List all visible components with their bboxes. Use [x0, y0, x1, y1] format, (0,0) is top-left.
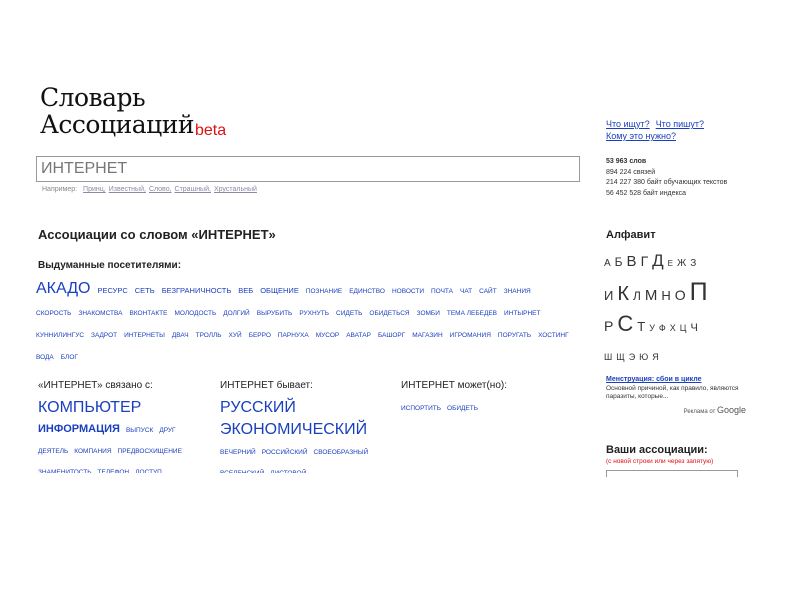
alphabet-letter[interactable]: У [649, 323, 655, 333]
verb-words [401, 397, 571, 418]
examples-label: Например: [42, 186, 78, 193]
association-word[interactable]: МАГАЗИН [412, 332, 443, 339]
association-word[interactable]: КОМПЬЮТЕР [38, 399, 142, 416]
association-word[interactable]: ВКОНТАКТЕ [129, 310, 168, 317]
alphabet-letter[interactable]: А [604, 258, 611, 269]
search-field[interactable] [36, 156, 580, 182]
association-word[interactable]: ЗОМБИ [416, 310, 440, 317]
your-associations-input[interactable] [606, 470, 738, 477]
alphabet-letter[interactable]: Э [628, 352, 636, 362]
adjective-words [220, 397, 390, 483]
stat-index-bytes: 56 452 528 байт индекса [606, 189, 687, 197]
alphabet-letter[interactable]: И [604, 288, 614, 303]
related-column [38, 380, 208, 482]
search-input[interactable] [37, 157, 579, 181]
association-cloud [36, 279, 576, 367]
association-word[interactable]: ИНФОРМАЦИЯ [38, 423, 120, 435]
related-title-word: «ИНТЕРНЕТ» [38, 380, 106, 391]
alphabet-letter[interactable]: Г [640, 253, 649, 269]
stat-training-bytes: 214 227 380 байт обучающих текстов [606, 179, 728, 186]
association-word[interactable]: КУННИЛИНГУС [36, 332, 85, 339]
alphabet-letter[interactable]: Я [652, 352, 659, 362]
alphabet-letter[interactable]: М [644, 287, 658, 304]
example-link[interactable]: Принц, [83, 186, 106, 193]
association-word[interactable]: РОССИЙСКИЙ [261, 449, 308, 456]
association-word[interactable]: ХУЙ [228, 332, 242, 339]
stat-words: 53 963 слов [606, 158, 647, 165]
logo-line-2: Ассоциаций [40, 110, 195, 139]
verbs-title-text: может(но): [457, 380, 507, 391]
related-words [38, 397, 208, 482]
example-link[interactable]: Страшный, [174, 186, 211, 193]
adjectives-title [220, 380, 390, 391]
association-word[interactable]: ВЫПУСК [125, 427, 154, 434]
association-word[interactable]: ПОРУГАТЬ [497, 332, 532, 339]
alphabet-letter[interactable]: Ф [658, 323, 666, 333]
alphabet-letter[interactable]: Е [667, 259, 674, 268]
association-word[interactable]: ВОДА [36, 354, 54, 361]
alphabet-letter[interactable]: П [689, 278, 708, 306]
visitors-subtitle: Выдуманные посетителями: [38, 260, 182, 271]
association-word[interactable]: ДОЛГИЙ [223, 310, 250, 317]
association-word[interactable]: БЕРРО [248, 332, 271, 339]
example-link[interactable]: Слово, [148, 186, 172, 193]
association-word[interactable]: ЗНАКОМСТВА [78, 310, 123, 317]
alphabet-list [604, 247, 754, 371]
crop-mask [0, 473, 590, 600]
association-word[interactable]: ВЫРУБИТЬ [256, 310, 293, 317]
association-word[interactable]: ОБИДЕТЬ [447, 405, 478, 412]
association-word[interactable]: ИСПОРТИТЬ [401, 405, 442, 412]
association-word[interactable]: ПОЗНАНИЕ [305, 288, 343, 295]
association-word[interactable]: ДЕЯТЕЛЬ [38, 448, 69, 455]
association-word[interactable]: СВОЕОБРАЗНЫЙ [313, 449, 369, 456]
alphabet-letter[interactable]: К [617, 283, 629, 305]
association-word[interactable]: АВАТАР [346, 332, 371, 339]
alphabet-letter[interactable]: В [626, 253, 637, 270]
example-link[interactable]: Известный, [108, 186, 146, 193]
adjectives-title-text: бывает: [276, 380, 313, 391]
association-word[interactable]: ТЕМА ЛЕБЕДЕВ [446, 310, 498, 317]
site-logo[interactable] [40, 83, 227, 139]
top-links [606, 118, 710, 142]
related-title [38, 380, 208, 391]
related-title-text: связано с: [105, 380, 153, 391]
alphabet-letter[interactable]: Х [669, 323, 676, 333]
association-word[interactable]: ПАРНУХА [277, 332, 309, 339]
ad-block [606, 376, 746, 416]
association-word[interactable]: САЙТ [479, 288, 497, 295]
alphabet-letter[interactable]: С [617, 311, 634, 336]
association-word[interactable]: СИДЕТЬ [336, 310, 363, 317]
alphabet-letter[interactable]: Р [604, 318, 614, 334]
association-word[interactable]: ВЕБ [238, 286, 254, 295]
alphabet-letter[interactable]: Ю [639, 352, 649, 362]
association-word[interactable]: ИНТЕРНЕТЫ [124, 332, 165, 339]
association-word[interactable]: ВЕЧЕРНИЙ [220, 449, 256, 456]
association-word[interactable]: РУХНУТЬ [299, 310, 330, 317]
association-word[interactable]: ДРУГ [159, 427, 176, 434]
ad-title-link[interactable]: Менструация: сбои в цикле [606, 376, 702, 383]
association-word[interactable]: ДВАЧ [171, 332, 189, 339]
association-word[interactable]: БЕЗГРАНИЧНОСТЬ [161, 286, 232, 295]
what-written-link[interactable]: Что пишут? [655, 119, 704, 129]
association-word[interactable]: БАШОРГ [377, 332, 406, 339]
alphabet-letter[interactable]: Л [633, 289, 641, 303]
association-word[interactable]: ЭКОНОМИЧЕСКИЙ [220, 421, 368, 438]
association-word[interactable]: ПОЧТА [431, 288, 454, 295]
ad-footer[interactable] [606, 406, 746, 417]
who-needs-link[interactable]: Кому это нужно? [606, 131, 677, 141]
association-word[interactable]: НОВОСТИ [391, 288, 424, 295]
association-word[interactable]: ЗАДРОТ [91, 332, 118, 339]
alphabet-title: Алфавит [606, 229, 656, 241]
page-title: Ассоциации со словом «ИНТЕРНЕТ» [38, 227, 276, 242]
association-word[interactable]: АКАДО [36, 280, 91, 297]
what-searched-link[interactable]: Что ищут? [606, 119, 650, 129]
alphabet-letter[interactable]: Б [614, 255, 623, 269]
ad-footer-label: Реклама от [683, 408, 716, 415]
association-word[interactable]: МУСОР [315, 332, 340, 339]
ad-text: Основной причиной, как правило, являются паразиты, которые... [606, 384, 739, 400]
alphabet-letter[interactable]: Д [652, 251, 664, 270]
your-associations-hint: (с новой строки или через запятую) [606, 458, 714, 465]
verbs-title-word: ИНТЕРНЕТ [401, 380, 458, 391]
alphabet-letter[interactable]: Ц [679, 323, 687, 333]
logo-line-1: Словарь [40, 83, 146, 112]
association-word[interactable]: ОБИДЕТЬСЯ [369, 310, 410, 317]
association-word[interactable]: ТРОЛЛЬ [195, 332, 222, 339]
adjectives-title-word: ИНТЕРНЕТ [220, 380, 277, 391]
alphabet-letter[interactable]: Н [661, 288, 671, 303]
association-word[interactable]: ХОСТИНГ [538, 332, 569, 339]
association-word[interactable]: ИНТЫРНЕТ [504, 310, 541, 317]
beta-badge: beta [195, 122, 227, 139]
association-word[interactable]: ЧАТ [460, 288, 473, 295]
google-logo: Google [716, 404, 746, 415]
alphabet-letter[interactable]: Ж [677, 258, 687, 269]
association-word[interactable]: ПРЕДВОСХИЩЕНИЕ [117, 448, 182, 455]
association-word[interactable]: СЕТЬ [134, 286, 155, 295]
alphabet-letter[interactable]: Ш [604, 352, 613, 362]
verbs-column [401, 380, 571, 418]
verbs-title [401, 380, 571, 391]
search-examples [42, 186, 260, 193]
association-word[interactable]: МОЛОДОСТЬ [174, 310, 217, 317]
example-link[interactable]: Хрустальный [213, 186, 257, 193]
association-word[interactable]: ЗНАНИЯ [503, 288, 531, 295]
association-word[interactable]: БЛОГ [60, 354, 78, 361]
alphabet-letter[interactable]: Ч [690, 322, 698, 334]
adjectives-column [220, 380, 390, 483]
stats-block [606, 157, 727, 199]
association-word[interactable]: РЕСУРС [97, 286, 128, 295]
alphabet-letter[interactable]: Т [637, 319, 646, 334]
association-word[interactable]: КОМПАНИЯ [74, 448, 112, 455]
your-associations-title: Ваши ассоциации: [606, 444, 708, 456]
alphabet-letter[interactable]: З [690, 258, 697, 269]
association-word[interactable]: ОБЩЕНИЕ [260, 286, 299, 295]
alphabet-letter[interactable]: О [674, 287, 686, 303]
alphabet-letter[interactable]: Щ [616, 352, 625, 362]
stat-links: 894 224 связей [606, 168, 656, 176]
association-word[interactable]: СКОРОСТЬ [36, 310, 72, 317]
association-word[interactable]: РУССКИЙ [220, 399, 296, 416]
association-word[interactable]: ИГРОМАНИЯ [449, 332, 491, 339]
association-word[interactable]: ЕДИНСТВО [349, 288, 385, 295]
